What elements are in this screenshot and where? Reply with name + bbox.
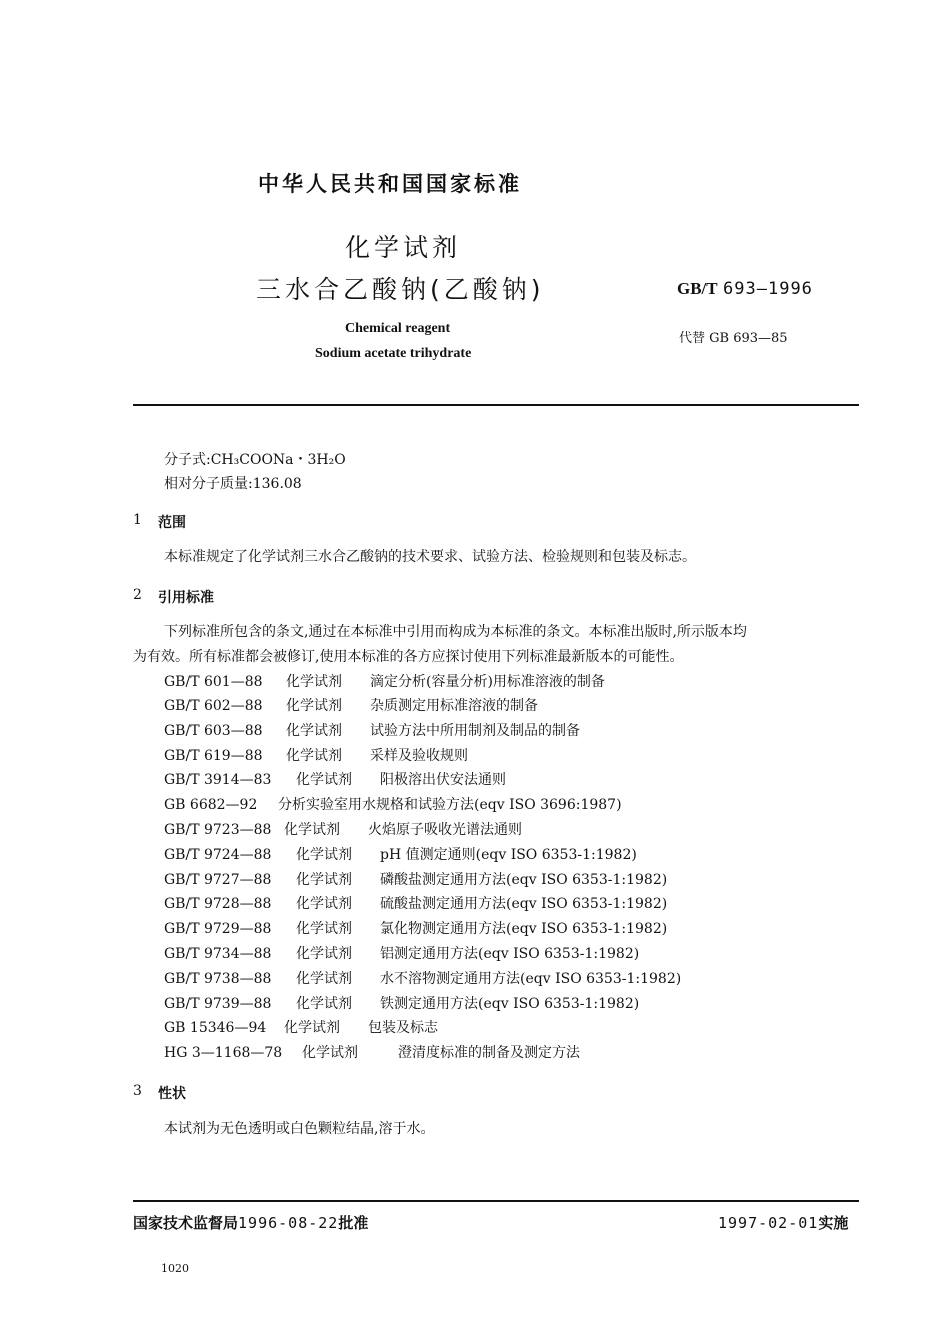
molecular-mass: 相对分子质量:136.08	[164, 476, 302, 492]
reference-category: 化学试剂	[284, 822, 340, 838]
section-3-number: 3	[133, 1083, 142, 1099]
reference-item	[164, 821, 522, 839]
document-subtitle-en: Sodium acetate trihydrate	[315, 346, 472, 361]
reference-title: 试验方法中所用制剂及制品的制备	[370, 723, 580, 739]
reference-category: 化学试剂	[296, 946, 352, 962]
document-title-en: Chemical reagent	[345, 321, 451, 336]
reference-item	[164, 673, 605, 691]
reference-item	[164, 970, 681, 988]
reference-item	[164, 697, 538, 715]
section-2-intro-line-2: 为有效。所有标准都会被修订,使用本标准的各方应探讨使用下列标准最新版本的可能性。	[133, 649, 684, 665]
standard-code-number: 693—1996	[723, 279, 813, 299]
section-2-intro-line-1: 下列标准所包含的条文,通过在本标准中引用而构成为本标准的条文。本标准出版时,所示版本均	[164, 624, 747, 640]
reference-code: HG 3—1168—78	[164, 1045, 283, 1061]
reference-category: 化学试剂	[296, 847, 352, 863]
reference-item	[164, 796, 622, 814]
reference-code: GB/T 601—88	[164, 674, 263, 690]
reference-code: GB/T 9728—88	[164, 896, 272, 912]
reference-item	[164, 1019, 438, 1037]
reference-category: 化学试剂	[296, 971, 352, 987]
reference-title: 包装及标志	[368, 1020, 438, 1036]
reference-title: 杂质测定用标准溶液的制备	[370, 698, 538, 714]
standard-code-label: GB/T	[677, 279, 718, 298]
reference-code: GB/T 9738—88	[164, 971, 272, 987]
reference-item	[164, 771, 506, 789]
reference-item	[164, 1044, 580, 1062]
reference-title: 水不溶物测定通用方法(eqv ISO 6353-1:1982)	[380, 971, 682, 987]
reference-code: GB/T 9729—88	[164, 921, 272, 937]
reference-item	[164, 895, 667, 913]
reference-code: GB/T 9734—88	[164, 946, 272, 962]
reference-title: 火焰原子吸收光谱法通则	[368, 822, 522, 838]
reference-category: 化学试剂	[284, 1020, 340, 1036]
reference-title: 阳极溶出伏安法通则	[380, 772, 506, 788]
reference-item	[164, 945, 639, 963]
page-number: 1020	[161, 1262, 189, 1275]
reference-code: GB/T 9739—88	[164, 996, 272, 1012]
reference-category: 化学试剂	[296, 872, 352, 888]
reference-item	[164, 722, 580, 740]
replaces-standard: 代替 GB 693—85	[679, 331, 788, 346]
reference-category: 化学试剂	[302, 1045, 358, 1061]
reference-item	[164, 871, 667, 889]
effective-suffix: 实施	[818, 1214, 849, 1232]
reference-title: 铁测定通用方法(eqv ISO 6353-1:1982)	[380, 996, 640, 1012]
reference-code: GB 6682—92	[164, 797, 258, 813]
issue-date: 1996-08-22	[238, 1214, 339, 1232]
section-1-heading: 范围	[158, 515, 186, 531]
document-subtitle-cn: 三水合乙酸钠(乙酸钠)	[256, 275, 545, 304]
reference-title: 磷酸盐测定通用方法(eqv ISO 6353-1:1982)	[380, 872, 668, 888]
reference-category: 化学试剂	[286, 723, 342, 739]
reference-category: 化学试剂	[286, 748, 342, 764]
section-3-text: 本试剂为无色透明或白色颗粒结晶,溶于水。	[164, 1121, 435, 1137]
reference-item	[164, 846, 637, 864]
reference-title: 分析实验室用水规格和试验方法(eqv ISO 3696:1987)	[278, 797, 622, 813]
reference-code: GB/T 603—88	[164, 723, 263, 739]
section-2-number: 2	[133, 587, 142, 603]
reference-title: 澄清度标准的制备及测定方法	[398, 1045, 580, 1061]
section-1-number: 1	[133, 512, 142, 528]
section-3-heading: 性状	[158, 1086, 186, 1102]
reference-category: 化学试剂	[296, 921, 352, 937]
reference-item	[164, 747, 468, 765]
section-1-text: 本标准规定了化学试剂三水合乙酸钠的技术要求、试验方法、检验规则和包装及标志。	[164, 549, 696, 565]
header-divider	[133, 404, 859, 406]
standard-code	[677, 279, 813, 299]
issue-statement	[133, 1212, 368, 1233]
document-title-cn: 化学试剂	[345, 233, 462, 262]
reference-title: 硫酸盐测定通用方法(eqv ISO 6353-1:1982)	[380, 896, 668, 912]
reference-category: 化学试剂	[296, 772, 352, 788]
reference-code: GB/T 619—88	[164, 748, 263, 764]
reference-item	[164, 995, 639, 1013]
reference-code: GB/T 9723—88	[164, 822, 272, 838]
reference-category: 化学试剂	[286, 698, 342, 714]
reference-category: 化学试剂	[296, 996, 352, 1012]
molecular-formula: 分子式:CH₃COONa・3H₂O	[164, 452, 346, 468]
section-2-heading: 引用标准	[158, 590, 214, 606]
issue-suffix: 批准	[338, 1214, 369, 1232]
issuer: 国家技术监督局	[133, 1214, 239, 1232]
reference-title: 滴定分析(容量分析)用标准溶液的制备	[370, 674, 605, 690]
effective-date: 1997-02-01	[718, 1214, 819, 1232]
reference-code: GB/T 9727—88	[164, 872, 272, 888]
reference-title: pH 值测定通则(eqv ISO 6353-1:1982)	[380, 847, 637, 863]
national-standard-heading: 中华人民共和国国家标准	[258, 172, 522, 196]
reference-category: 化学试剂	[286, 674, 342, 690]
reference-title: 采样及验收规则	[370, 748, 468, 764]
footer-divider	[133, 1200, 859, 1202]
effective-statement	[718, 1212, 848, 1233]
reference-code: GB/T 9724—88	[164, 847, 272, 863]
reference-title: 铝测定通用方法(eqv ISO 6353-1:1982)	[380, 946, 640, 962]
reference-code: GB 15346—94	[164, 1020, 267, 1036]
reference-code: GB/T 602—88	[164, 698, 263, 714]
reference-code: GB/T 3914—83	[164, 772, 272, 788]
reference-title: 氯化物测定通用方法(eqv ISO 6353-1:1982)	[380, 921, 668, 937]
reference-item	[164, 920, 667, 938]
reference-category: 化学试剂	[296, 896, 352, 912]
